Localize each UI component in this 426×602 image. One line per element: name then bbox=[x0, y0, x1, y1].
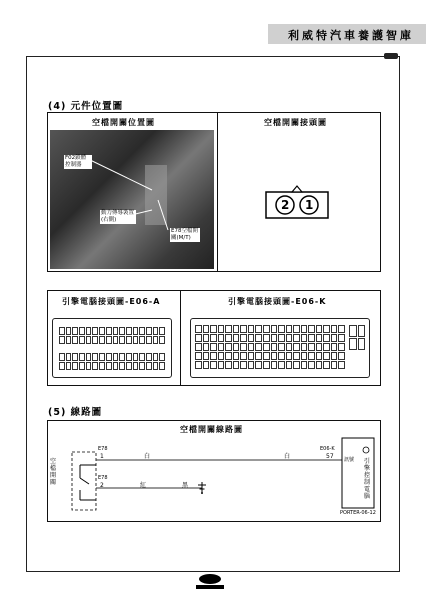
connector-pin-1: 1 bbox=[305, 198, 314, 212]
wiring-black-label: 黑 bbox=[182, 482, 189, 489]
ecu-a-connector bbox=[52, 318, 172, 378]
frame-tab bbox=[384, 53, 398, 59]
callout-e78: E78空檔開關(M/T) bbox=[170, 228, 200, 242]
header-title: 利威特汽車養護智庫 bbox=[288, 29, 414, 42]
footer-logo bbox=[188, 572, 232, 590]
ecu-panel-divider bbox=[180, 290, 181, 386]
ecu-k-caption: 引擎電腦接頭圖-E06-K bbox=[228, 297, 327, 306]
wiring-ecu-connector: E06-K bbox=[320, 446, 335, 452]
wiring-ecu-signal: 訊號 bbox=[344, 457, 355, 463]
switch-location-caption: 空檔開關位置圖 bbox=[92, 118, 155, 127]
ecu-k-connector bbox=[190, 318, 370, 378]
callout-transmission: 動力傳導裝置(右側) bbox=[101, 210, 135, 223]
wiring-white-label-1: 白 bbox=[144, 453, 151, 460]
panel-divider bbox=[217, 112, 218, 272]
wiring-e78-top: E78 bbox=[98, 446, 108, 452]
section5-title: (5) 線路圖 bbox=[48, 407, 103, 418]
ecu-k-pin-grid bbox=[195, 325, 345, 369]
wiring-white-label-2: 白 bbox=[284, 453, 291, 460]
photo-overlay bbox=[50, 130, 214, 269]
wiring-pin1: 1 bbox=[100, 453, 104, 460]
callout-f02: F02鎖體控制器 bbox=[64, 155, 92, 169]
wiring-ecu-pin: 57 bbox=[326, 453, 334, 460]
ecu-k-power-pins bbox=[349, 325, 365, 350]
wiring-ecu-name: 引擎控制電腦 bbox=[364, 458, 371, 500]
switch-connector-caption: 空檔開關接頭圖 bbox=[264, 118, 327, 127]
header-bar bbox=[268, 24, 426, 44]
wiring-e78-bottom: E78 bbox=[98, 475, 108, 481]
wiring-red-label: 紅 bbox=[140, 482, 147, 489]
wiring-pin2: 2 bbox=[100, 482, 104, 489]
ecu-a-pin-grid-top bbox=[59, 327, 165, 344]
wiring-switch-label: 空檔開關 bbox=[50, 458, 57, 486]
ecu-a-pin-grid-bottom bbox=[59, 353, 165, 370]
wiring-caption: 空檔開關線路圖 bbox=[180, 425, 243, 434]
ecu-a-caption: 引擎電腦接頭圖-E06-A bbox=[62, 297, 161, 306]
section4-title: (4) 元件位置圖 bbox=[48, 101, 124, 112]
wiring-diagram bbox=[47, 420, 381, 522]
wiring-ref-code: PORTER-06-12 bbox=[340, 510, 376, 516]
connector-pin-2: 2 bbox=[281, 198, 290, 212]
switch-connector-drawing bbox=[262, 184, 334, 224]
